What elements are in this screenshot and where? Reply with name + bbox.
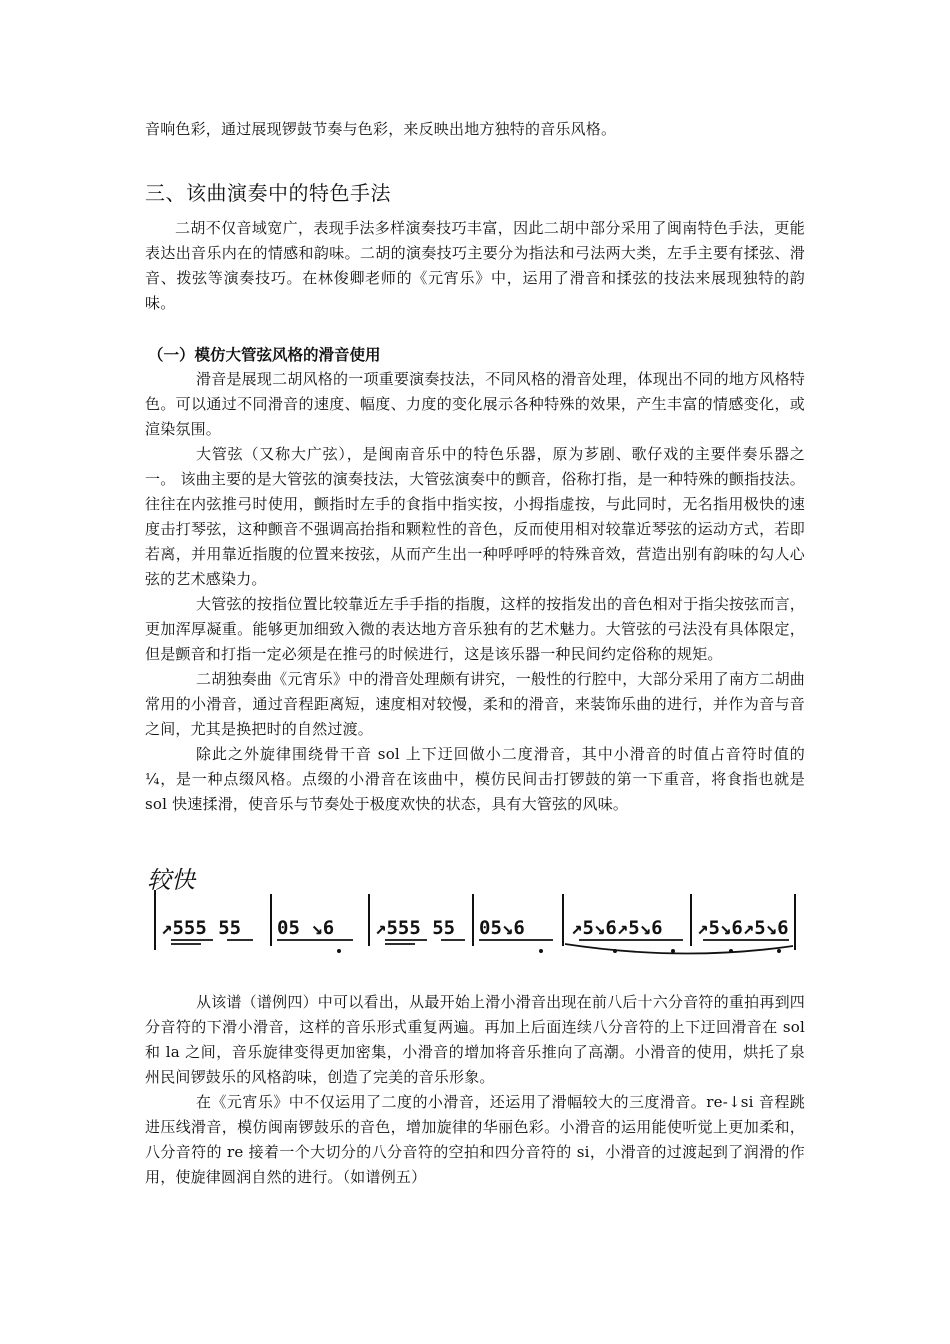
paragraph: 大管弦（又称大广弦），是闽南音乐中的特色乐器，原为芗剧、歌仔戏的主要伴奏乐器之一。 该曲主要的是大管弦的演奏技法，大管弦演奏中的颤音，俗称打指，是一种特殊的颤指技法。往往在内弦推弓时使用，颤指时左手的食指中指实按，小拇指虚按，与此同时，无名指用极快的速度击打琴弦，这种颤音不强调高抬指和颗粒性的音色，反而使用相对较靠近琴弦的运动方式，若即若离，并用靠近指腹的位置来按弦，从而产生出一种呼呼呼的特殊音效，营造出别有韵味的勾人心弦的艺术感染力。 <box>145 445 805 588</box>
score-slur <box>565 944 793 954</box>
paragraph: 从该谱（谱例四）中可以看出，从最开始上滑小滑音出现在前八后十六分音符的重拍再到四分音符的下滑小滑音，这样的音乐形式重复两遍。再加上后面连续八分音符的上下迂回滑音在 sol 和 la 之间，音乐旋律变得更加密集，小滑音的增加将音乐推向了高潮。小滑音的使用，烘托了泉州民间锣鼓乐的风格韵味，创造了完美的音乐形象。 <box>145 993 805 1086</box>
score-dot <box>613 949 617 953</box>
section-intro-block <box>145 216 805 316</box>
paragraph: 除此之外旋律围绕骨干音 sol 上下迂回做小二度滑音，其中小滑音的时值占音符时值的¼，是一种点缀风格。点缀的小滑音在该曲中，模仿民间击打锣鼓的第一下重音，将食指也就是 sol 快速揉滑，使音乐与节奏处于极度欢快的状态，具有大管弦的风味。 <box>145 745 805 813</box>
score-measure: ↗5↘6↗5↘6 <box>697 917 789 939</box>
paragraphs-b-block <box>145 990 805 1190</box>
score-measure: 05 ↘6 <box>277 917 335 939</box>
paragraph: 滑音是展现二胡风格的一项重要演奏技法，不同风格的滑音处理，体现出不同的地方风格特色。可以通过不同滑音的速度、幅度、力度的变化展示各种特殊的效果，产生丰富的情感变化，或渲染氛围。 <box>145 370 805 438</box>
score-dot <box>539 949 543 953</box>
score-dot <box>729 949 733 953</box>
score-measure: ↗555 55 <box>375 917 456 939</box>
top-paragraph: 音响色彩，通过展现锣鼓节奏与色彩，来反映出地方独特的音乐风格。 <box>145 120 617 138</box>
section-heading: 三、该曲演奏中的特色手法 <box>145 181 391 205</box>
subsection-heading: （一）模仿大管弦风格的滑音使用 <box>148 346 381 364</box>
score-tempo-mark: 较快 <box>147 866 195 894</box>
music-score-excerpt <box>143 860 803 980</box>
score-dot <box>337 949 341 953</box>
score-dot <box>777 949 781 953</box>
score-measure: 05↘6 <box>479 917 525 939</box>
score-measure: ↗555 55 <box>161 917 242 939</box>
top-paragraph-block <box>145 117 805 142</box>
section-intro: 二胡不仅音域宽广，表现手法多样演奏技巧丰富，因此二胡中部分采用了闽南特色手法，更能表达出音乐内在的情感和韵味。二胡的演奏技巧主要分为指法和弓法两大类，左手主要有揉弦、滑音、拨弦等演奏技巧。在林俊卿老师的《元宵乐》中，运用了滑音和揉弦的技法来展现独特的韵味。 <box>145 219 805 312</box>
paragraph: 在《元宵乐》中不仅运用了二度的小滑音，还运用了滑幅较大的三度滑音。re-↓si 音程跳进压线滑音，模仿闽南锣鼓乐的音色，增加旋律的华丽色彩。小滑音的运用能使听觉上更加柔和，八分音符的 re 接着一个大切分的八分音符的空拍和四分音符的 si，小滑音的过渡起到了润滑的作用，使旋律圆润自然的进行。（如谱例五） <box>145 1093 805 1186</box>
paragraph: 二胡独奏曲《元宵乐》中的滑音处理颇有讲究，一般性的行腔中，大部分采用了南方二胡曲常用的小滑音，通过音程距离短，速度相对较慢，柔和的滑音，来装饰乐曲的进行，并作为音与音之间，尤其是换把时的自然过渡。 <box>145 670 805 738</box>
score-dot <box>671 949 675 953</box>
paragraph: 大管弦的按指位置比较靠近左手手指的指腹，这样的按指发出的音色相对于指尖按弦而言，更加浑厚凝重。能够更加细致入微的表达地方音乐独有的艺术魅力。大管弦的弓法没有具体限定，但是颤音和打指一定必须是在推弓的时候进行，这是该乐器一种民间约定俗称的规矩。 <box>145 595 805 663</box>
score-measure: ↗5↘6↗5↘6 <box>571 917 663 939</box>
paragraphs-a-block <box>145 367 805 817</box>
